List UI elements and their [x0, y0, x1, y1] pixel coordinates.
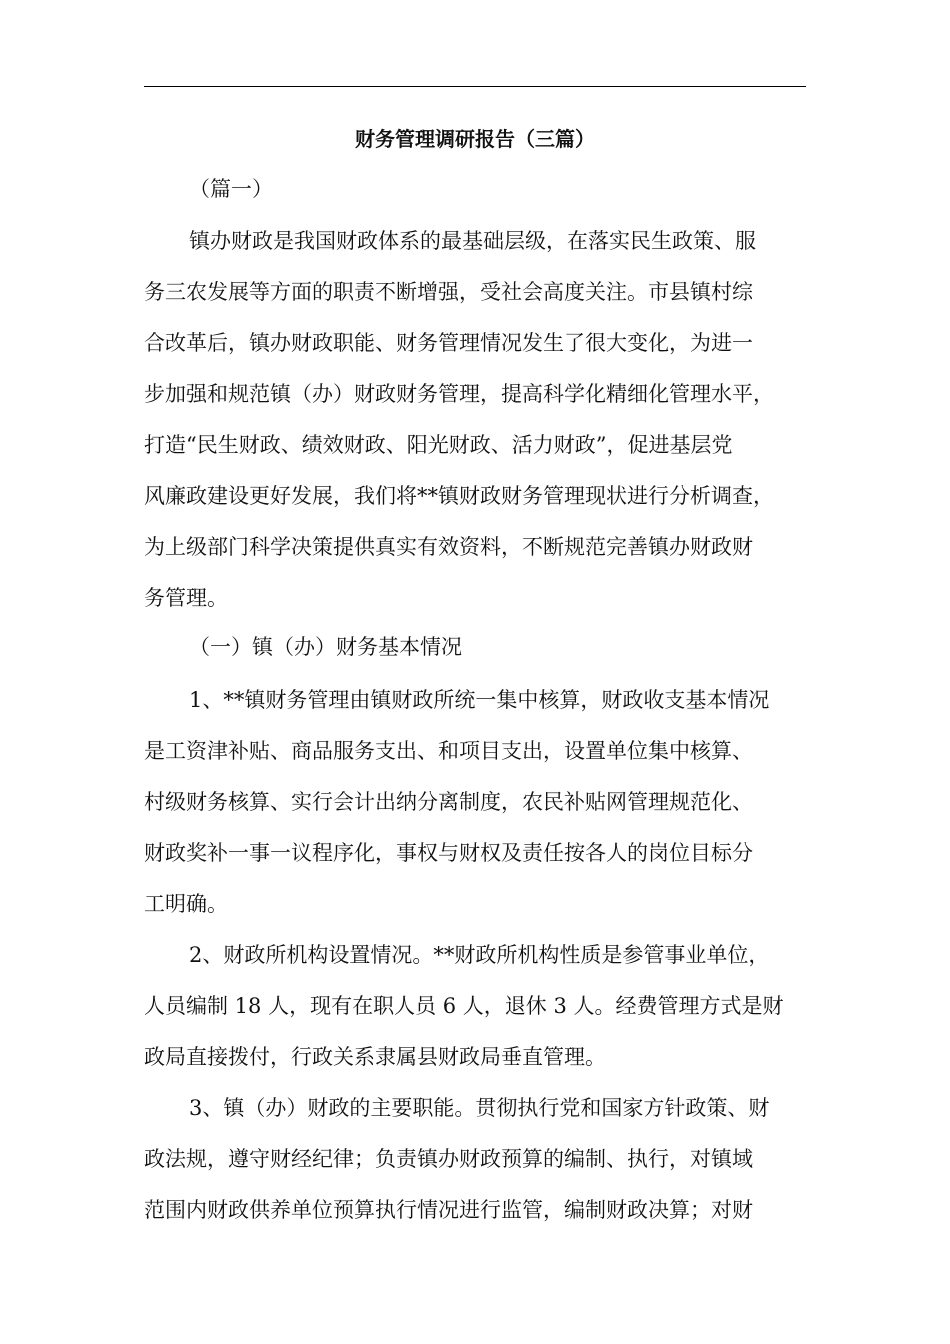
paragraph-line: 财政奖补一事一议程序化，事权与财权及责任按各人的岗位目标分	[144, 841, 753, 865]
section-label: （篇一）	[189, 177, 273, 201]
paragraph-line: 工明确。	[144, 892, 228, 916]
header-rule	[144, 86, 806, 87]
paragraph-line: 步加强和规范镇（办）财政财务管理，提高科学化精细化管理水平，	[144, 382, 774, 406]
paragraph-line: 政法规，遵守财经纪律；负责镇办财政预算的编制、执行，对镇域	[144, 1147, 753, 1171]
paragraph-line: 打造“民生财政、绩效财政、阳光财政、活力财政”，促进基层党	[144, 433, 733, 457]
paragraph-line: 是工资津补贴、商品服务支出、和项目支出，设置单位集中核算、	[144, 739, 753, 763]
subheading: （一）镇（办）财务基本情况	[189, 635, 462, 659]
paragraph-line: 风廉政建设更好发展，我们将**镇财政财务管理现状进行分析调查，	[144, 484, 774, 508]
paragraph-line: 2、财政所机构设置情况。**财政所机构性质是参管事业单位，	[189, 943, 770, 967]
document-title: 财务管理调研报告（三篇）	[355, 127, 595, 151]
paragraph-line: 合改革后，镇办财政职能、财务管理情况发生了很大变化，为进一	[144, 331, 753, 355]
paragraph-line: 人员编制 18 人，现有在职人员 6 人，退休 3 人。经费管理方式是财	[144, 994, 784, 1018]
paragraph-line: 范围内财政供养单位预算执行情况进行监管，编制财政决算；对财	[144, 1198, 753, 1222]
paragraph-line: 为上级部门科学决策提供真实有效资料，不断规范完善镇办财政财	[144, 535, 753, 559]
paragraph-line: 村级财务核算、实行会计出纳分离制度，农民补贴网管理规范化、	[144, 790, 753, 814]
paragraph-line: 政局直接拨付，行政关系隶属县财政局垂直管理。	[144, 1045, 606, 1069]
paragraph-line: 务三农发展等方面的职责不断增强，受社会高度关注。市县镇村综	[144, 280, 753, 304]
paragraph-line: 1、**镇财务管理由镇财政所统一集中核算，财政收支基本情况	[189, 688, 770, 712]
paragraph-line: 镇办财政是我国财政体系的最基础层级，在落实民生政策、服	[189, 229, 756, 253]
paragraph-line: 务管理。	[144, 586, 228, 610]
paragraph-line: 3、镇（办）财政的主要职能。贯彻执行党和国家方针政策、财	[189, 1096, 770, 1120]
